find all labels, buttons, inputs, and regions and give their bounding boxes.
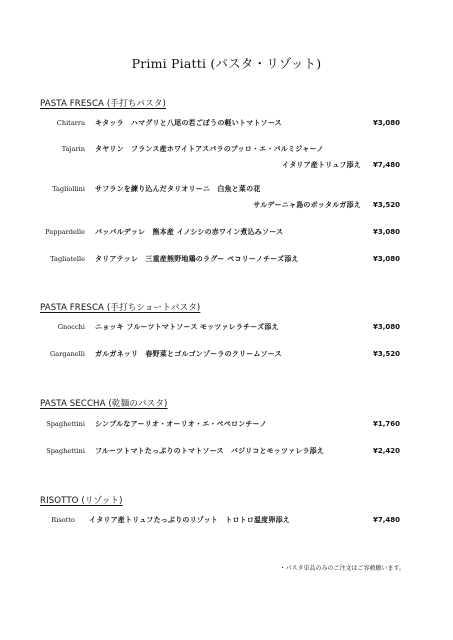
menu-item-chitarra — [0, 117, 453, 129]
item-name: Pappardelle — [45, 228, 85, 236]
item-description: タリアテッレ 三重産熊野地鶏のラグー ペコリーノチーズ添え — [95, 255, 299, 263]
item-name: Tajarin — [61, 145, 85, 153]
menu-item-spaghettini-tomato — [0, 445, 453, 457]
item-description: タヤリン フランス産ホワイトアスパラのブッロ・エ・パルミジャーノ — [95, 145, 324, 153]
item-description: キタッラ ハマグリと八尾の若ごぼうの軽いトマトソース — [95, 119, 282, 127]
page-title: Primi Piatti (パスタ・リゾット) — [131, 56, 322, 71]
menu-item-tagliollini — [0, 183, 453, 209]
item-price: ¥3,520 — [372, 350, 400, 358]
item-description: ニョッキ フルーツトマトソース モッツァレラチーズ添え — [95, 323, 279, 331]
item-name: Gnocchi — [57, 323, 85, 331]
menu-item-tajarin — [0, 143, 453, 169]
section-heading-risotto: RISOTTO (リゾット) — [40, 496, 123, 506]
item-name: Spaghettini — [46, 447, 85, 455]
item-price: ¥3,080 — [372, 228, 400, 236]
menu-item-tagliatelle — [0, 253, 453, 265]
section-heading-pasta-fresca: PASTA FRESCA (手打ちパスタ) — [40, 99, 166, 109]
item-name: Tagliatelle — [50, 255, 85, 263]
item-description: フルーツトマトたっぷりのトマトソース バジリコとモッツァレラ添え — [95, 447, 325, 455]
item-price: ¥3,520 — [372, 201, 400, 209]
menu-item-risotto — [0, 514, 453, 526]
item-description-continued: イタリア産トリュフ添え — [282, 161, 361, 169]
item-description: ガルガネッリ 春野菜とゴルゴンゾーラのクリームソース — [95, 350, 282, 358]
item-description: イタリア産トリュフたっぷりのリゾット トロトロ温度卵添え — [89, 516, 290, 524]
footnote: ・パスタ単品のみのご注文はご容赦願います。 — [279, 565, 405, 572]
item-name: Chitarra — [56, 119, 85, 127]
item-name: Risotto — [51, 516, 75, 524]
menu-item-spaghettini-aglio — [0, 418, 453, 430]
item-name: Garganelli — [50, 350, 85, 358]
item-name: Tagliollini — [52, 185, 85, 193]
item-description: サフランを練り込んだタリオリーニ 白魚と菜の花 — [95, 185, 261, 193]
item-price: ¥2,420 — [372, 447, 400, 455]
item-description: パッパルデッレ 熊本産 イノシシの赤ワイン煮込みソース — [95, 228, 284, 236]
menu-item-garganelli — [0, 348, 453, 360]
item-price: ¥3,080 — [372, 119, 400, 127]
item-description: シンプルなアーリオ・オーリオ・エ・ペペロンチーノ — [95, 420, 267, 428]
section-heading-pasta-seccha: PASTA SECCHA (乾麺のパスタ) — [40, 399, 168, 409]
item-price: ¥3,080 — [372, 255, 400, 263]
menu-item-gnocchi — [0, 321, 453, 333]
item-price: ¥1,760 — [372, 420, 400, 428]
item-price: ¥7,480 — [372, 161, 400, 169]
section-heading-pasta-fresca-short: PASTA FRESCA (手打ちショートパスタ) — [40, 303, 201, 313]
item-price: ¥7,480 — [372, 516, 400, 524]
menu-item-pappardelle — [0, 226, 453, 238]
item-description-continued: サルデーニャ島のボッタルガ添え — [253, 201, 361, 209]
item-price: ¥3,080 — [372, 323, 400, 331]
item-name: Spaghettini — [46, 420, 85, 428]
